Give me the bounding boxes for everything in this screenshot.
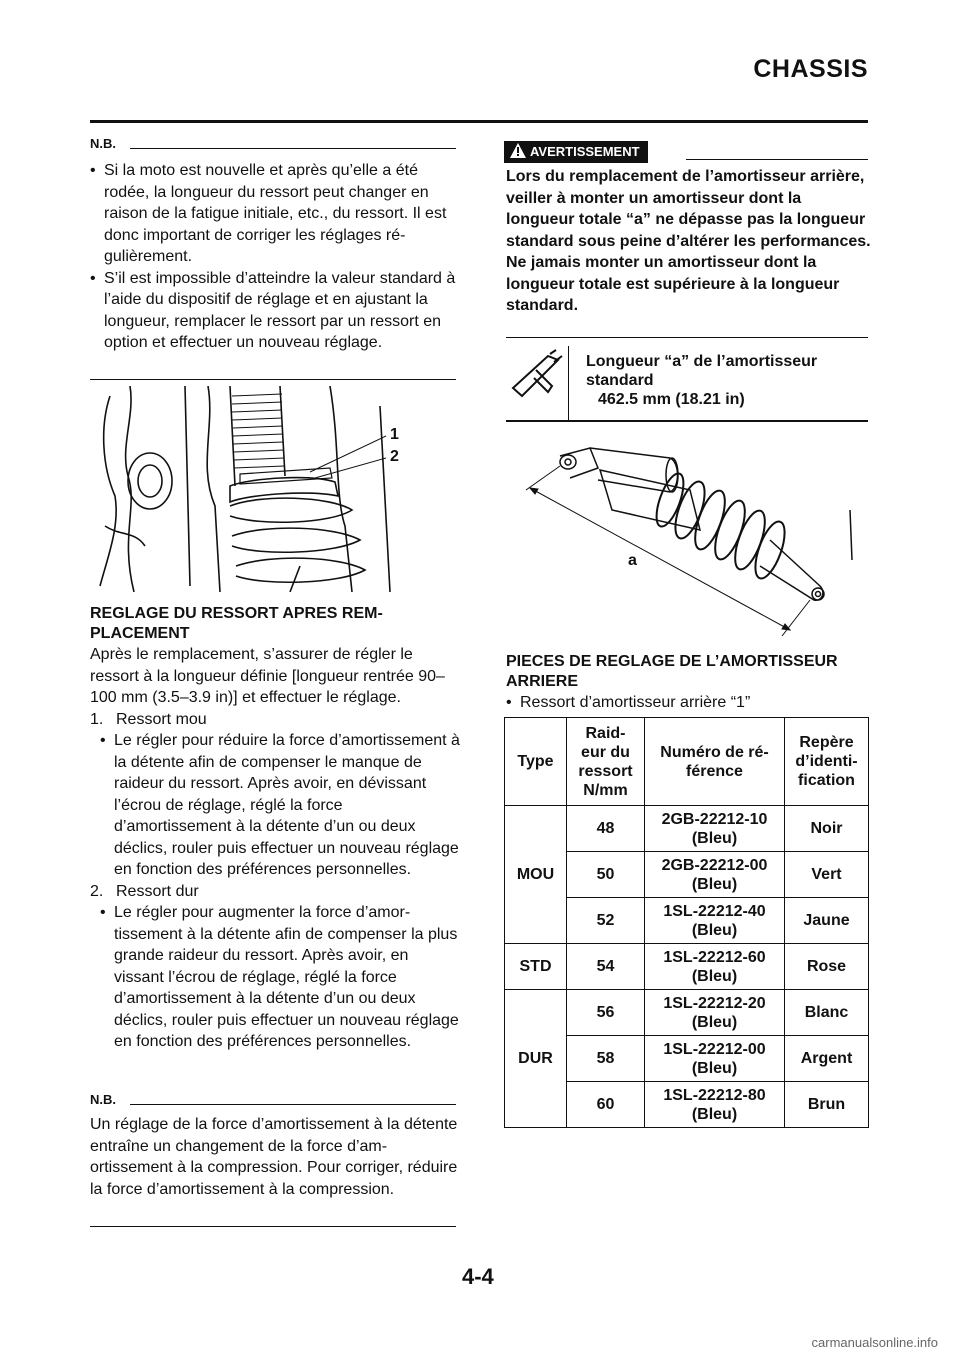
nb-item: • Si la moto est nouvelle et après qu’elle a été rodée, la longueur du ressort peut changer en raison de la fatigue initiale, etc., du ressort. Il est donc important de corriger les réglages régulièrement. (90, 160, 462, 268)
callout-2: 2 (390, 448, 399, 465)
part-cell: 2GB-22212-00 (Bleu) (645, 852, 785, 898)
item-bullet: • Le régler pour réduire la force d’amortissement à la détente afin de compenser le manque de raideur du ressort. Après avoir, en dévissant l’écrou de réglage, réglé la force d’amortissement à la détente d’un ou deux déclics, rouler puis effectuer un nouveau réglage en fonction des préférences personnelles. (100, 730, 462, 881)
item-title: Ressort dur (116, 882, 199, 900)
spec-title: standard (586, 372, 654, 389)
section-heading-line: REGLAGE DU RESSORT APRES REM- (90, 605, 383, 622)
numbered-item (90, 881, 462, 903)
part-cell: 1SL-22212-60 (Bleu) (645, 944, 785, 990)
warning-badge (504, 141, 648, 163)
part-cell: 2GB-22212-10 (Bleu) (645, 806, 785, 852)
rate-cell: 56 (567, 990, 645, 1036)
rate-cell: 54 (567, 944, 645, 990)
item-detail (90, 730, 462, 881)
rate-cell: 58 (567, 1036, 645, 1082)
section-intro: Après le remplacement, s’assurer de régler le ressort à la longueur définie [longueur rentrée 90–100 mm (3.5–3.9 in)] et effectuer le réglage. (90, 646, 445, 706)
warning-icon (510, 143, 526, 158)
caliper-icon (508, 348, 568, 408)
nb-block (90, 160, 462, 354)
part-cell: 1SL-22212-80 (Bleu) (645, 1082, 785, 1128)
mark-cell: Blanc (785, 990, 869, 1036)
shock-spring-drawing (90, 386, 460, 592)
warning-label: AVERTISSEMENT (530, 144, 640, 159)
spring-adjust-section (90, 604, 462, 1053)
item-detail (90, 902, 462, 1053)
shock-parts-section (506, 652, 872, 714)
nb-label: N.B. (90, 136, 116, 151)
mark-cell: Vert (785, 852, 869, 898)
spec-text (586, 352, 817, 409)
header-rule (90, 120, 868, 123)
page-number: 4-4 (462, 1264, 494, 1289)
nb-text: Un réglage de la force d’amortissement à la détente entraîne un changement de la force d’amortissement à la compression. Pour corriger, réduire la force d’amortissement à la compression. (90, 1116, 458, 1198)
numbered-item (90, 709, 462, 731)
mark-cell: Rose (785, 944, 869, 990)
shock-spring-figure (90, 386, 460, 592)
type-cell: STD (505, 944, 567, 990)
table-row (505, 806, 869, 852)
header-part: Numéro de ré- férence (645, 718, 785, 806)
item-number: 1. (90, 710, 104, 728)
nb-end-rule (90, 379, 456, 380)
rate-cell: 50 (567, 852, 645, 898)
warning-end-rule (506, 337, 868, 338)
mark-cell: Argent (785, 1036, 869, 1082)
nb-rule (130, 1104, 456, 1105)
spec-box (506, 340, 868, 422)
section-bullet: • Ressort d’amortisseur arrière “1” (506, 692, 872, 714)
part-cell: 1SL-22212-20 (Bleu) (645, 990, 785, 1036)
mark-cell: Jaune (785, 898, 869, 944)
warning-paragraph: Lors du remplacement de l’amortisseur arrière, veiller à monter un amortisseur dont la longueur totale “a” ne dépasse pas la longueur standard sous peine d’altérer les performances. (506, 168, 871, 250)
page-header-title: CHASSIS (753, 55, 868, 83)
spec-value: 462.5 mm (18.21 in) (598, 391, 745, 408)
rear-shock-drawing (520, 440, 870, 640)
item-title: Ressort mou (116, 710, 207, 728)
dimension-label-a: a (628, 552, 637, 569)
mark-cell: Brun (785, 1082, 869, 1128)
header-mark: Repère d’identi- fication (785, 718, 869, 806)
table-row (505, 944, 869, 990)
watermark: carmanualsonline.info (811, 1335, 938, 1350)
spec-title: Longueur “a” de l’amortisseur (586, 353, 818, 370)
nb-label: N.B. (90, 1092, 116, 1107)
section-heading-line: PIECES DE REGLAGE DE L’AMORTISSEUR (506, 653, 838, 670)
nb-rule (130, 148, 456, 149)
rate-cell: 48 (567, 806, 645, 852)
warning-paragraph: Ne jamais monter un amortisseur dont la longueur totale est supérieure à la longueur standard. (506, 254, 840, 314)
type-cell: MOU (505, 806, 567, 944)
callout-1: 1 (390, 426, 399, 443)
part-cell: 1SL-22212-40 (Bleu) (645, 898, 785, 944)
header-rate: Raid- eur du ressort N/mm (567, 718, 645, 806)
spring-table-wrapper (504, 717, 869, 1128)
item-number: 2. (90, 882, 104, 900)
header-type: Type (505, 718, 567, 806)
rate-cell: 60 (567, 1082, 645, 1128)
nb-item: • S’il est impossible d’atteindre la valeur standard à l’aide du dispositif de réglage et en ajustant la longueur, remplacer le ressort par un ressort en option et effectuer un nouveau réglage. (90, 268, 462, 354)
warning-rule (686, 159, 868, 160)
rear-shock-figure (520, 440, 870, 640)
part-cell: 1SL-22212-00 (Bleu) (645, 1036, 785, 1082)
item-bullet: • Le régler pour augmenter la force d’amortissement à la détente afin de compenser la plus grande raideur du ressort. Après avoir, en vissant l’écrou de réglage, réglé la force d’amortissement à la détente d’un ou deux déclics, rouler puis effectuer un nouveau réglage en fonction des préférences personnelles. (100, 902, 462, 1053)
nb-end-rule (90, 1226, 456, 1227)
mark-cell: Noir (785, 806, 869, 852)
warning-text (506, 166, 872, 317)
type-cell: DUR (505, 990, 567, 1128)
spring-table (504, 717, 869, 1128)
rate-cell: 52 (567, 898, 645, 944)
table-row (505, 990, 869, 1036)
spec-divider (568, 346, 569, 420)
section-heading-line: ARRIERE (506, 673, 579, 690)
section-heading-line: PLACEMENT (90, 625, 190, 642)
table-header-row (505, 718, 869, 806)
